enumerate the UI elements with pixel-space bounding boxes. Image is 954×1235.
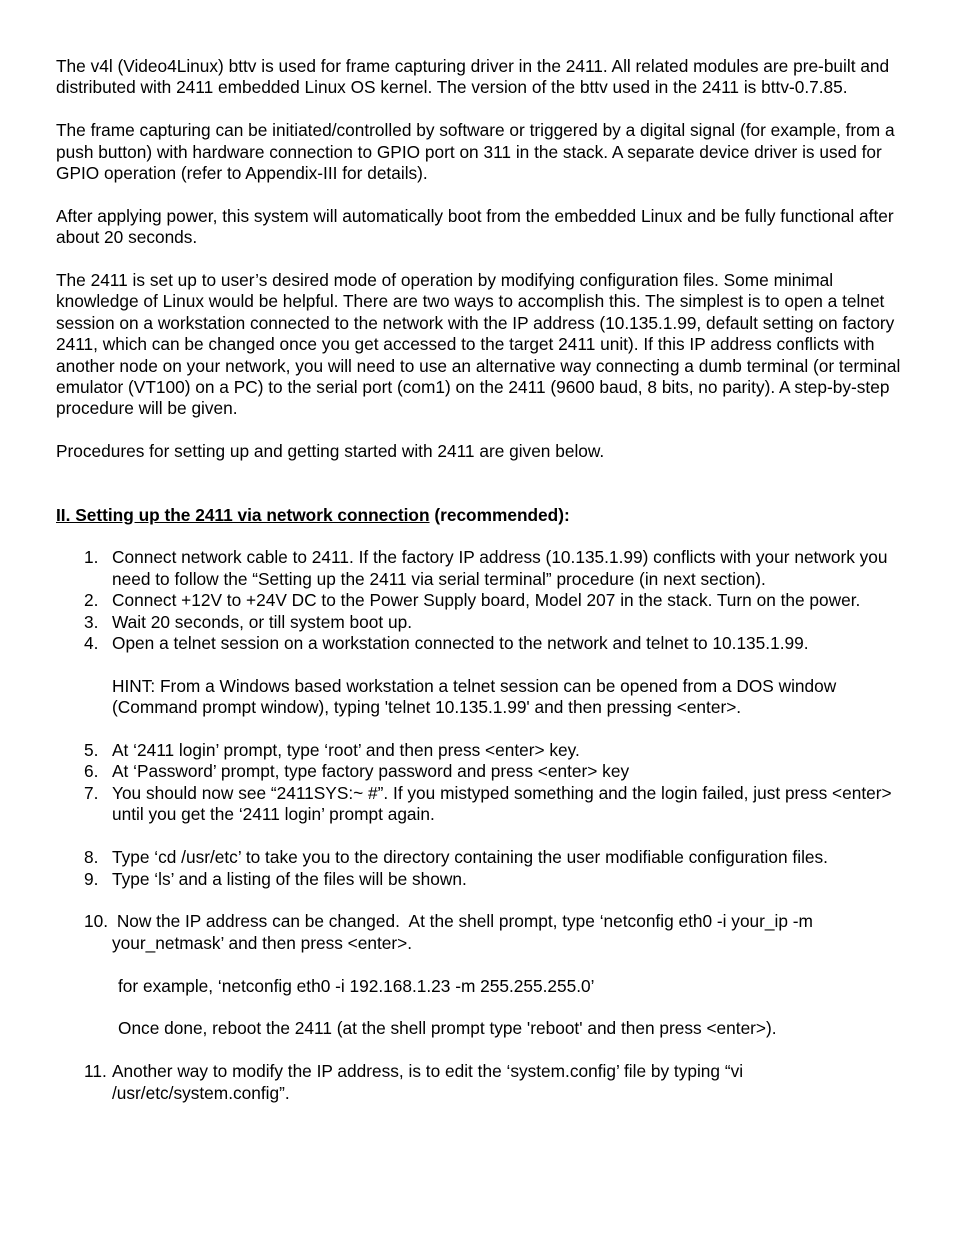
list-item	[56, 1061, 901, 1104]
intro-paragraph-5: Procedures for setting up and getting started with 2411 are given below.	[56, 441, 605, 462]
section-heading-title: II. Setting up the 2411 via network connection	[56, 504, 430, 525]
document-page	[56, 56, 901, 1104]
step-text: Now the IP address can be changed. At the shell prompt, type ‘netconfig eth0 -i your_ip -m your_netmask’ and then press <enter>.	[112, 911, 818, 953]
list-item	[56, 590, 901, 611]
step-number: 11.	[84, 1061, 107, 1082]
section-heading-note: (recommended):	[429, 504, 570, 525]
step-text: Type ‘cd /usr/etc’ to take you to the directory containing the user modifiable configuration files.	[112, 847, 828, 868]
intro-paragraph-1: The v4l (Video4Linux) bttv is used for frame capturing driver in the 2411. All related modules are pre-built and distributed with 2411 embedded Linux OS kernel. The version of the bttv used in the 2411 is bttv-0.7.85.	[56, 56, 890, 98]
intro-paragraph-2: The frame capturing can be initiated/controlled by software or triggered by a digital signal (for example, from a push button) with hardware connection to GPIO port on 311 in the stack. A separate device driver is used for GPIO operation (refer to Appendix-III for details).	[56, 120, 895, 184]
step-text: Wait 20 seconds, or till system boot up.	[112, 611, 412, 632]
list-item	[56, 547, 901, 590]
list-item	[56, 847, 901, 868]
step-text: Connect network cable to 2411. If the factory IP address (10.135.1.99) conflicts with your network you need to follow the “Setting up the 2411 via serial terminal” procedure (in next section).	[112, 547, 888, 589]
step-text: At ‘Password’ prompt, type factory password and press <enter> key	[112, 761, 630, 782]
step-text: Another way to modify the IP address, is to edit the ‘system.config’ file by typing “vi /usr/etc/system.config”.	[112, 1061, 744, 1103]
section-heading	[56, 505, 901, 526]
step-number: 4.	[84, 633, 99, 654]
step-number: 2.	[84, 590, 99, 611]
step-number: 10.	[84, 911, 109, 932]
list-item	[56, 761, 901, 782]
step-number: 3.	[84, 611, 99, 632]
setup-steps-list	[56, 547, 901, 1103]
list-item	[56, 740, 901, 761]
hint-text: HINT: From a Windows based workstation a telnet session can be opened from a DOS window (Command prompt window), typing 'telnet 10.135.1.99' and then pressing <enter>.	[112, 675, 837, 718]
intro-paragraph-3: After applying power, this system will automatically boot from the embedded Linux and be fully functional after about 20 seconds.	[56, 205, 894, 248]
step-text: Type ‘ls’ and a listing of the files will be shown.	[112, 868, 467, 889]
example-text: for example, ‘netconfig eth0 -i 192.168.1.23 -m 255.255.255.0’	[118, 975, 595, 996]
step-text: At ‘2411 login’ prompt, type ‘root’ and then press <enter> key.	[112, 740, 580, 761]
step-number: 1.	[84, 547, 99, 568]
list-item	[56, 633, 901, 654]
step-number: 5.	[84, 740, 99, 761]
reboot-text: Once done, reboot the 2411 (at the shell prompt type 'reboot' and then press <enter>).	[118, 1018, 777, 1039]
step-number: 9.	[84, 868, 99, 889]
step-number: 6.	[84, 761, 99, 782]
list-item	[56, 869, 901, 890]
step-number: 8.	[84, 847, 99, 868]
step-text: Open a telnet session on a workstation connected to the network and telnet to 10.135.1.99.	[112, 633, 809, 654]
list-item	[56, 911, 901, 954]
intro-paragraph-4: The 2411 is set up to user’s desired mode of operation by modifying configuration files. Some minimal knowledge of Linux would be helpful. There are two ways to accomplish this. The simplest is to open a telnet session on a workstation connected to the network with the IP address (10.135.1.99, default setting on factory 2411, which can be changed once you get accessed to the target 2411 unit). If this IP address conflicts with another node on your network, you will need to use an alternative way connecting a dumb terminal (or terminal emulator (VT100) on a PC) to the serial port (com1) on the 2411 (9600 baud, 8 bits, no parity). A step-by-step procedure will be given.	[56, 270, 901, 419]
step-text: Connect +12V to +24V DC to the Power Supply board, Model 207 in the stack. Turn on the power.	[112, 590, 861, 611]
step-number: 7.	[84, 782, 99, 803]
step-text: You should now see “2411SYS:~ #”. If you mistyped something and the login failed, just press <enter> until you get the ‘2411 login’ prompt again.	[112, 782, 892, 825]
list-item	[56, 612, 901, 633]
list-item	[56, 783, 901, 826]
